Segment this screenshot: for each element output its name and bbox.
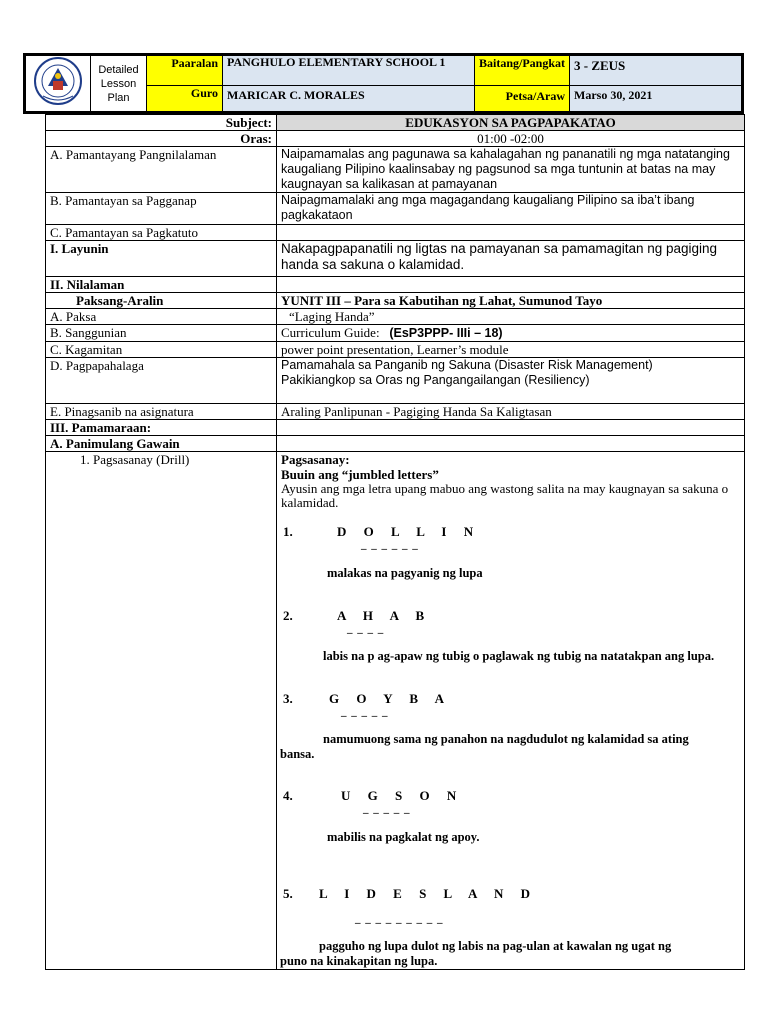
kagamitan-value: power point presentation, Learner’s module — [277, 342, 745, 358]
pamantayan-sa-pagkatuto-label: C. Pamantayan sa Pagkatuto — [46, 225, 277, 241]
jumbled-letters: G O Y B A — [329, 691, 451, 706]
panimulang-gawain-value — [277, 436, 745, 452]
drill-subtitle: Buuin ang “jumbled letters” — [281, 467, 439, 482]
drill-item-number: 1. — [283, 524, 293, 539]
answer-blanks: _ _ _ _ — [347, 623, 385, 635]
drill-item-number: 4. — [283, 788, 293, 803]
paksang-aralin-value: YUNIT III – Para sa Kabutihan ng Lahat, Sumunod Tayo — [277, 293, 745, 309]
detailed-lesson-plan-label: Detailed Lesson Plan — [91, 55, 147, 113]
drill-item-number: 3. — [283, 691, 293, 706]
pamantayan-sa-pagganap-label: B. Pamantayan sa Pagganap — [46, 193, 277, 225]
pinagsanib-label: E. Pinagsanib na asignatura — [46, 404, 277, 420]
clue-text-continued: puno na kinakapitan ng lupa. — [280, 954, 438, 968]
deped-logo — [25, 55, 91, 113]
pagpapahalaga-line-1: Pamamahala sa Panganib ng Sakuna (Disaster Risk Management) — [281, 358, 653, 372]
layunin-label: I. Layunin — [46, 241, 277, 277]
pamamaraan-value — [277, 420, 745, 436]
header-table — [23, 53, 744, 114]
jumbled-letters: D O L L I N — [337, 524, 481, 539]
oras-label: Oras: — [46, 131, 277, 147]
guro-value: MARICAR C. MORALES — [223, 86, 475, 113]
baitang-label: Baitang/Pangkat — [475, 55, 570, 86]
drill-label: 1. Pagsasanay (Drill) — [46, 452, 277, 970]
pamantayang-pangnilalaman-label: A. Pamantayang Pangnilalaman — [46, 147, 277, 193]
deped-seal-icon — [33, 56, 83, 106]
subject-label: Subject: — [46, 115, 277, 131]
jumbled-letters: A H A B — [337, 608, 432, 623]
pamantayan-sa-pagkatuto-value — [277, 225, 745, 241]
answer-blanks: _ _ _ _ _ _ — [361, 539, 419, 551]
guro-label: Guro — [147, 86, 223, 113]
nilalaman-label: II. Nilalaman — [46, 277, 277, 293]
sanggunian-label: B. Sanggunian — [46, 325, 277, 342]
drill-instruction: Ayusin ang mga letra upang mabuo ang wastong salita na may kaugnayan sa sakuna o kalamidad. — [281, 481, 729, 510]
clue-text: pagguho ng lupa dulot ng labis na pag-ulan at kawalan ng ugat ng — [319, 939, 672, 953]
drill-item-number: 2. — [283, 608, 293, 623]
nilalaman-value — [277, 277, 745, 293]
paaralan-label: Paaralan — [147, 55, 223, 86]
subject-value: EDUKASYON SA PAGPAPAKATAO — [277, 115, 745, 131]
jumbled-letters: U G S O N — [341, 788, 464, 803]
paksa-label: A. Paksa — [46, 309, 277, 325]
clue-text: mabilis na pagkalat ng apoy. — [327, 830, 480, 844]
layunin-value: Nakapagpapanatili ng ligtas na pamayanan sa pamamagitan ng pagiging handa sa sakuna o kalamidad. — [277, 241, 745, 277]
paaralan-value: PANGHULO ELEMENTARY SCHOOL 1 — [223, 55, 475, 86]
pinagsanib-value: Araling Panlipunan - Pagiging Handa Sa Kaligtasan — [277, 404, 745, 420]
sanggunian-value — [277, 325, 745, 342]
drill-content — [277, 452, 745, 970]
pagpapahalaga-value — [277, 358, 745, 404]
pamantayang-pangnilalaman-value: Naipamamalas ang pagunawa sa kahalagahan ng pananatili ng mga natatanging kaugaliang Pilipino kaalinsabay ng pagsunod sa mga tuntunin at batas na may kaugnayan sa kalikasan at pamayanan — [277, 147, 745, 193]
paksa-value: “Laging Handa” — [277, 309, 745, 325]
sanggunian-text: Curriculum Guide: — [281, 325, 380, 340]
answer-blanks: _ _ _ _ _ _ _ _ _ — [355, 913, 444, 925]
kagamitan-label: C. Kagamitan — [46, 342, 277, 358]
petsa-label: Petsa/Araw — [475, 86, 570, 113]
answer-blanks: _ _ _ _ _ — [341, 706, 389, 718]
clue-text: labis na p ag-apaw ng tubig o paglawak ng tubig na natatakpan ang lupa. — [323, 649, 715, 663]
petsa-value: Marso 30, 2021 — [570, 86, 743, 113]
clue-text: namumuong sama ng panahon na nagdudulot ng kalamidad sa ating — [323, 732, 689, 746]
lesson-plan-table — [45, 114, 745, 970]
clue-text-continued: bansa. — [280, 747, 315, 761]
pamamaraan-label: III. Pamamaraan: — [46, 420, 277, 436]
clue-text: malakas na pagyanig ng lupa — [327, 566, 483, 580]
pamantayan-sa-pagganap-value: Naipagmamalaki ang mga magagandang kaugaliang Pilipino sa iba’t ibang pagkakataon — [277, 193, 745, 225]
pagpapahalaga-line-2: Pakikiangkop sa Oras ng Pangangailangan (Resiliency) — [281, 373, 590, 387]
oras-value: 01:00 -02:00 — [277, 131, 745, 147]
jumbled-letters: L I D E S L A N D — [319, 886, 537, 901]
baitang-value: 3 - ZEUS — [570, 55, 743, 86]
paksang-aralin-label: Paksang-Aralin — [46, 293, 277, 309]
drill-title: Pagsasanay: — [281, 452, 350, 467]
pagpapahalaga-label: D. Pagpapahalaga — [46, 358, 277, 404]
panimulang-gawain-label: A. Panimulang Gawain — [46, 436, 277, 452]
drill-item-number: 5. — [283, 886, 293, 901]
sanggunian-code: (EsP3PPP- IIIi – 18) — [389, 326, 503, 340]
answer-blanks: _ _ _ _ _ — [363, 803, 411, 815]
